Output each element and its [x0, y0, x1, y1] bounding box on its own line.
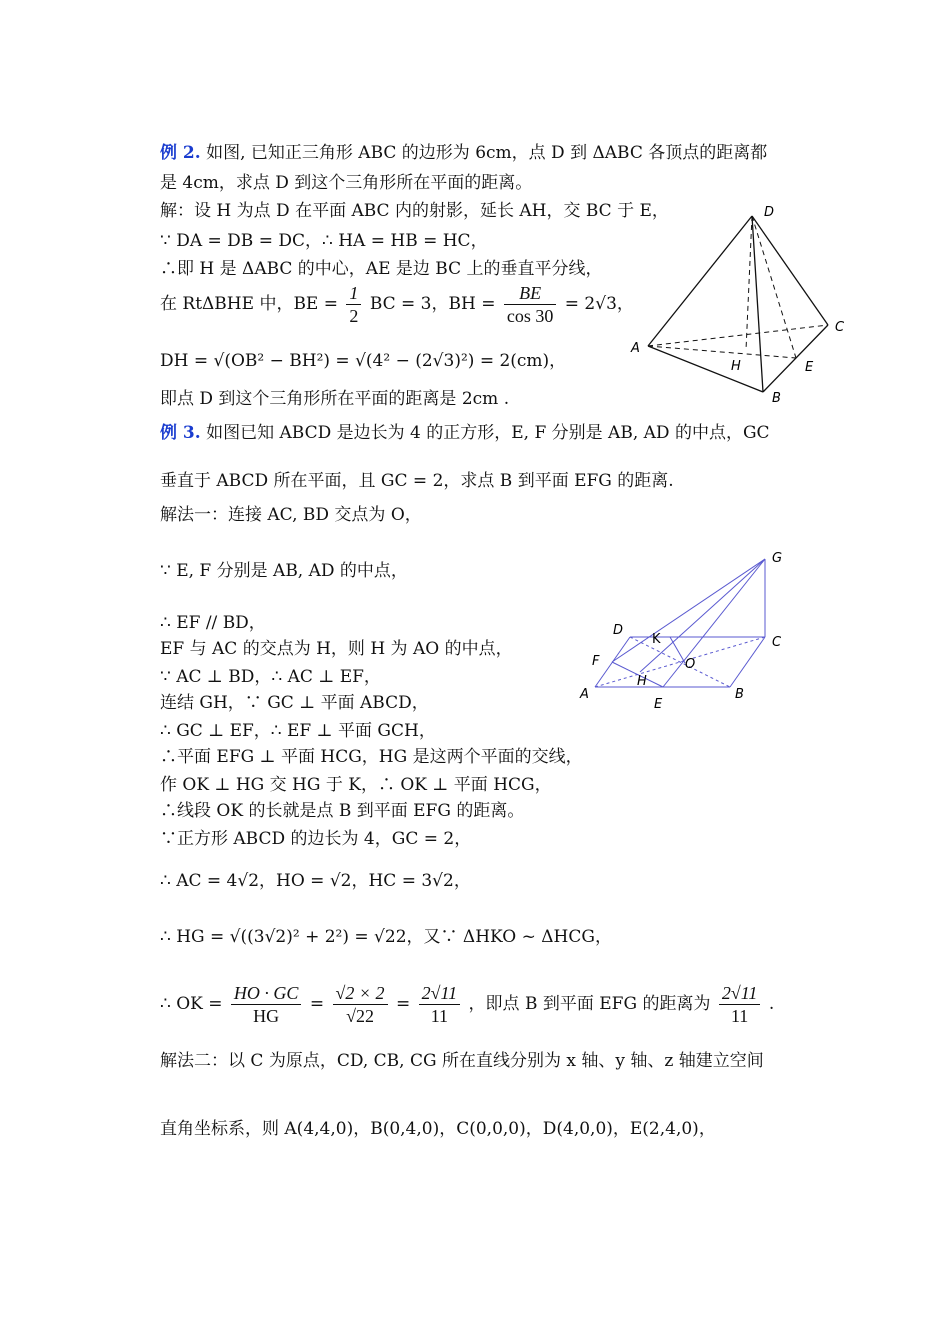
- ex3-line-14: ∴ AC = 4√2，HO = √2，HC = 3√2，: [160, 871, 471, 891]
- ex2-line-7: DH = √(OB² − BH²) = √(4² − (2√3)²) = 2(cm)，: [160, 351, 567, 371]
- ex2-text-1: 如图, 已知正三角形 ABC 的边形为 6cm，点 D 到 ΔABC 各顶点的距离都: [206, 143, 768, 163]
- ex2-line-8: 即点 D 到这个三角形所在平面的距离是 2cm .: [160, 389, 510, 409]
- fig1-label-b: B: [772, 391, 781, 406]
- ex3-line-4: ∵ E, F 分别是 AB, AD 的中点，: [160, 561, 408, 581]
- fig1-label-e: E: [805, 360, 814, 375]
- ex3-line-16: [160, 982, 774, 1027]
- ex2-line-1: [160, 142, 767, 164]
- fig2-label-e: E: [654, 697, 663, 712]
- ex3-line-1: [160, 422, 770, 444]
- ex2-line-6: [160, 282, 634, 327]
- ex3-line-6: EF 与 AC 的交点为 H，则 H 为 AO 的中点，: [160, 639, 513, 659]
- ex3-line-7: ∵ AC ⊥ BD，∴ AC ⊥ EF，: [160, 667, 381, 687]
- ex2-text-6a: 在 RtΔBHE 中，BE =: [160, 294, 338, 314]
- ex3-line-9: ∴ GC ⊥ EF，∴ EF ⊥ 平面 GCH，: [160, 721, 436, 741]
- ex2-label: 例 2.: [160, 143, 201, 163]
- ex3-text-16a: ∴ OK =: [160, 994, 223, 1014]
- ex3-label: 例 3.: [160, 423, 201, 443]
- pyramid-figure: [628, 200, 858, 410]
- ex3-text-16e: .: [768, 994, 775, 1014]
- ex2-text-6c: = 2√3，: [564, 294, 634, 314]
- fig2-label-c: C: [772, 635, 782, 650]
- ex2-line-5: ∴即 H 是 ΔABC 的中心，AE 是边 BC 上的垂直平分线，: [160, 259, 603, 279]
- fig2-label-k: K: [652, 632, 661, 647]
- fig2-label-b: B: [735, 687, 744, 702]
- ex3-text-16d: ，即点 B 到平面 EFG 的距离为: [468, 994, 711, 1014]
- ex2-line-4: ∵ DA = DB = DC，∴ HA = HB = HC，: [160, 231, 488, 251]
- ex3-line-10: ∴平面 EFG ⊥ 平面 HCG，HG 是这两个平面的交线，: [160, 747, 583, 767]
- fig2-label-a: A: [580, 687, 589, 702]
- ex3-line-18: 直角坐标系，则 A(4,4,0)，B(0,4,0)，C(0,0,0)，D(4,0,0)，E(2,4,0)，: [160, 1119, 716, 1139]
- fig1-label-c: C: [835, 320, 845, 335]
- ex3-line-11: 作 OK ⊥ HG 交 HG 于 K，∴ OK ⊥ 平面 HCG，: [160, 775, 552, 795]
- fraction-2sqrt11-11-a: $\frac{2√11}{11}$: [419, 982, 461, 1027]
- fraction-2sqrt11-11-b: $\frac{2√11}{11}$: [719, 982, 761, 1027]
- fig2-label-h: H: [637, 674, 647, 689]
- fraction-be-cos30: $\frac{BE}{\cos 30}$: [504, 282, 557, 327]
- square-figure: [575, 545, 800, 715]
- ex3-text-1: 如图已知 ABCD 是边长为 4 的正方形，E, F 分别是 AB, AD 的中点，GC: [206, 423, 770, 443]
- fig1-label-d: D: [764, 205, 775, 220]
- ex3-text-16c: =: [395, 994, 411, 1014]
- ex3-line-15: ∴ HG = √((3√2)² + 2²) = √22，又∵ ΔHKO ~ ΔHCG，: [160, 927, 612, 947]
- ex3-line-3: 解法一：连接 AC, BD 交点为 O，: [160, 505, 422, 525]
- ex3-line-5: ∴ EF // BD，: [160, 613, 266, 633]
- ex3-text-16b: =: [309, 994, 325, 1014]
- fig2-label-o: O: [685, 657, 696, 672]
- fraction-1-2: $\frac{1}{2}$: [346, 282, 361, 327]
- ex2-line-2: 是 4cm，求点 D 到这个三角形所在平面的距离。: [160, 173, 533, 193]
- ex3-line-17: 解法二：以 C 为原点，CD, CB, CG 所在直线分别为 x 轴、y 轴、z 轴建立空间: [160, 1051, 764, 1071]
- fraction-sqrt2x2-sqrt22: $\frac{√2 \times 2}{√22}$: [333, 982, 388, 1027]
- ex3-line-2: 垂直于 ABCD 所在平面，且 GC = 2，求点 B 到平面 EFG 的距离.: [160, 471, 674, 491]
- fig2-label-f: F: [592, 654, 600, 669]
- fig2-label-d: D: [613, 623, 624, 638]
- fig1-label-a: A: [631, 341, 640, 356]
- fig2-label-g: G: [772, 551, 783, 566]
- ex3-line-13: ∵正方形 ABCD 的边长为 4，GC = 2，: [160, 829, 472, 849]
- ex2-text-6b: BC = 3，BH =: [369, 294, 496, 314]
- ex3-line-8: 连结 GH，∵ GC ⊥ 平面 ABCD，: [160, 693, 429, 713]
- fraction-ho-gc-hg: $\frac{HO \cdot GC}{HG}$: [231, 982, 302, 1027]
- fig1-label-h: H: [731, 359, 741, 374]
- ex2-line-3: 解：设 H 为点 D 在平面 ABC 内的射影，延长 AH，交 BC 于 E，: [160, 201, 669, 221]
- ex3-line-12: ∴线段 OK 的长就是点 B 到平面 EFG 的距离。: [160, 801, 525, 821]
